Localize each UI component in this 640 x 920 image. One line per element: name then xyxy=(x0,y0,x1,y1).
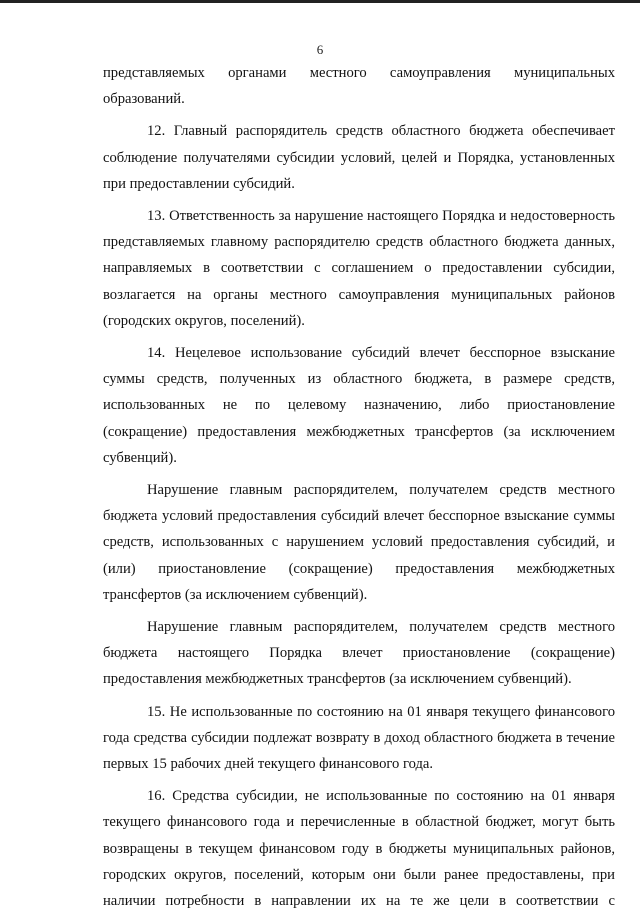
paragraph-16: 16. Средства субсидии, не использованные по состоянию на 01 января текущего финансового года и перечисленные в областной бюджет, могут быть возвращены в текущем финансовом году в бюджеты муниципальных районов, городских округов, поселений, которым они были ранее предоставлены, при наличии потребности в направлении их на те же цели в соответствии с xyxy=(103,788,615,910)
paragraph-continued: представляемых органами местного самоуправления муниципальных образований. xyxy=(103,65,615,108)
page-number: 6 xyxy=(316,42,324,57)
paragraph-14-violation-conditions: Нарушение главным распорядителем, получателем средств местного бюджета условий предоставления субсидий влечет бесспорное взыскание суммы средств, использованных с нарушением условий предоставления субсидий, и (или) приостановление (сокращение) предоставления межбюджетных трансфертов (за исключением субвенций). xyxy=(103,482,615,603)
paragraph-13: 13. Ответственность за нарушение настоящего Порядка и недостоверность представляемых главному распорядителю средств областного бюджета данных, направляемых в соответствии с соглашением о предоставлении субсидии, возлагается на органы местного самоуправления муниципальных районов (городских округов, поселений). xyxy=(103,208,615,329)
paragraph-15: 15. Не использованные по состоянию на 01 января текущего финансового года средства субсидии подлежат возврату в доход областного бюджета в течение первых 15 рабочих дней текущего финансового года. xyxy=(103,703,615,773)
paragraph-14: 14. Нецелевое использование субсидий влечет бесспорное взыскание суммы средств, полученных из областного бюджета, в размере средств, использованных не по целевому назначению, либо приостановление (сокращение) предоставления межбюджетных трансфертов (за исключением субвенций). xyxy=(103,345,615,466)
paragraph-14-violation-procedure: Нарушение главным распорядителем, получателем средств местного бюджета настоящего Порядка влечет приостановление (сокращение) предоставления межбюджетных трансфертов (за исключением субвенций). xyxy=(103,619,615,688)
paragraph-12: 12. Главный распорядитель средств областного бюджета обеспечивает соблюдение получателями субсидии условий, целей и Порядка, установленных при предоставлении субсидий. xyxy=(103,123,615,192)
document-body xyxy=(103,60,615,920)
scan-top-border xyxy=(0,0,640,3)
